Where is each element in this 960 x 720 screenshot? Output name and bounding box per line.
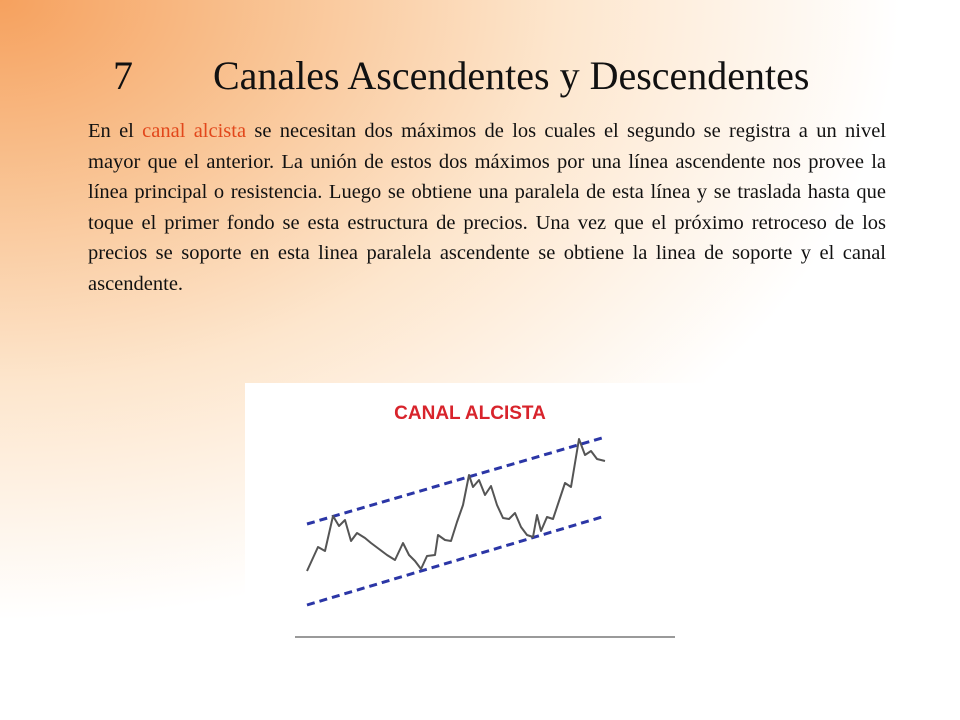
resistance-line <box>307 438 602 524</box>
slide-heading: Canales Ascendentes y Descendentes <box>213 53 810 98</box>
body-text-start: En el <box>88 120 143 142</box>
price-line <box>307 439 605 571</box>
body-paragraph <box>88 116 886 300</box>
slide-number: 7 <box>113 53 133 98</box>
highlight-term: canal alcista <box>142 120 247 142</box>
figure-title: CANAL ALCISTA <box>394 403 546 424</box>
body-text-rest: se necesitan dos máximos de los cuales el segundo se registra a un nivel mayor que el anterior. La unión de estos dos máximos por una línea ascendente nos provee la línea principal o resistencia. Luego se obtiene una paralela de esta línea y se traslada hasta que toque el primer fondo se esta estructura de precios. Una vez que el próximo retroceso de los precios se soporte en esta linea paralela ascendente se obtiene la linea de soporte y el canal ascendente. <box>88 120 886 295</box>
channel-diagram <box>245 383 702 675</box>
channel-figure <box>245 383 702 675</box>
